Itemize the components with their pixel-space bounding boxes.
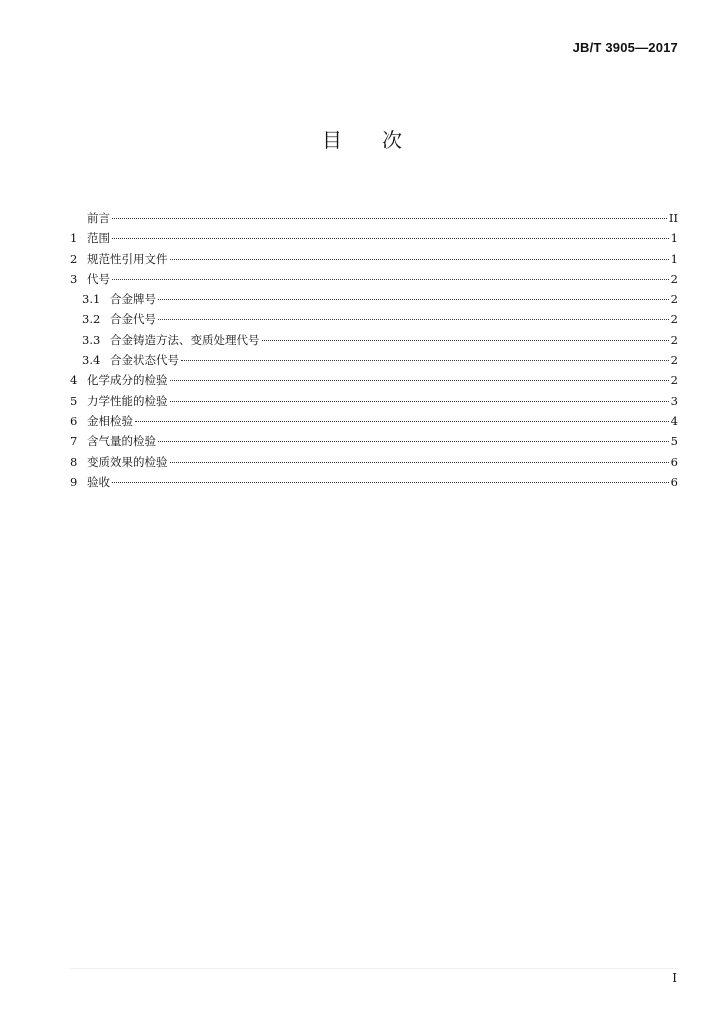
toc-entry[interactable] (70, 454, 678, 474)
toc-entry-label: 代号 (87, 271, 110, 286)
toc-dot-leader (135, 421, 669, 422)
toc-entry-label: 含气量的检验 (87, 434, 156, 449)
toc-entry[interactable] (70, 372, 678, 392)
toc-dot-leader (158, 299, 669, 300)
toc-dot-leader (112, 279, 669, 280)
toc-dot-leader (170, 462, 669, 463)
toc-entry[interactable] (70, 210, 678, 230)
toc-entry-page: 5 (670, 434, 678, 449)
toc-entry-label: 合金牌号 (110, 292, 156, 307)
footer-divider (70, 968, 678, 969)
toc-dot-leader (181, 360, 669, 361)
toc-dot-leader (170, 401, 669, 402)
toc-entry-number: 8 (70, 454, 78, 469)
toc-entry-label: 变质效果的检验 (87, 454, 168, 469)
toc-entry-number: 1 (70, 231, 78, 246)
toc-entry-number: 3 (70, 271, 78, 286)
toc-entry-label: 力学性能的检验 (87, 393, 168, 408)
toc-entry[interactable] (70, 230, 678, 250)
toc-entry-label: 合金代号 (110, 312, 156, 327)
toc-entry-number: 3.1 (82, 292, 101, 307)
toc-entry[interactable] (70, 271, 678, 291)
toc-entry-number: 9 (70, 474, 78, 489)
toc-entry[interactable] (70, 311, 678, 331)
toc-entry-page: 2 (670, 292, 678, 307)
toc-entry-number: 3.2 (82, 312, 101, 327)
page-number: I (672, 971, 677, 985)
toc-entry-label: 合金铸造方法、变质处理代号 (110, 332, 260, 347)
toc-dot-leader (158, 441, 669, 442)
toc-entry-number: 6 (70, 413, 78, 428)
toc-entry[interactable] (70, 433, 678, 453)
toc-entry-number: 3.4 (82, 353, 101, 368)
toc-entry-page: 6 (670, 474, 678, 489)
toc-dot-leader (112, 218, 667, 219)
toc-entry[interactable] (70, 474, 678, 494)
toc-entry-label: 规范性引用文件 (87, 251, 168, 266)
document-code: JB/T 3905—2017 (572, 40, 678, 55)
toc-entry-page: 2 (670, 271, 678, 286)
toc-entry-number: 4 (70, 373, 78, 388)
toc-entry-page: 2 (670, 353, 678, 368)
toc-dot-leader (170, 380, 669, 381)
toc-entry-label: 前言 (87, 211, 110, 225)
toc-dot-leader (112, 238, 669, 239)
toc-dot-leader (262, 340, 669, 341)
toc-entry-label: 合金状态代号 (110, 353, 179, 368)
table-of-contents (70, 210, 678, 494)
toc-entry-number: 3.3 (82, 332, 101, 347)
toc-entry[interactable] (70, 332, 678, 352)
toc-entry[interactable] (70, 393, 678, 413)
toc-entry-label: 验收 (87, 474, 110, 489)
toc-entry-page: 2 (670, 332, 678, 347)
toc-entry-label: 金相检验 (87, 413, 133, 428)
toc-entry-number: 2 (70, 251, 78, 266)
toc-entry-page: 2 (670, 373, 678, 388)
toc-dot-leader (158, 319, 669, 320)
toc-entry[interactable] (70, 352, 678, 372)
toc-dot-leader (170, 259, 669, 260)
toc-entry-number: 5 (70, 393, 78, 408)
toc-entry-page: 2 (670, 312, 678, 327)
toc-entry-page: 6 (670, 454, 678, 469)
toc-entry[interactable] (70, 291, 678, 311)
toc-entry-page: 3 (670, 393, 678, 408)
toc-entry-page: II (668, 211, 678, 225)
toc-entry-page: 1 (670, 231, 678, 246)
page-title: 目次 (322, 128, 442, 152)
toc-entry-page: 4 (670, 413, 678, 428)
toc-entry-label: 范围 (87, 231, 110, 246)
toc-entry-label: 化学成分的检验 (87, 373, 168, 388)
toc-dot-leader (112, 482, 669, 483)
toc-entry[interactable] (70, 413, 678, 433)
toc-entry[interactable] (70, 251, 678, 271)
toc-entry-number: 7 (70, 434, 78, 449)
toc-entry-page: 1 (670, 251, 678, 266)
